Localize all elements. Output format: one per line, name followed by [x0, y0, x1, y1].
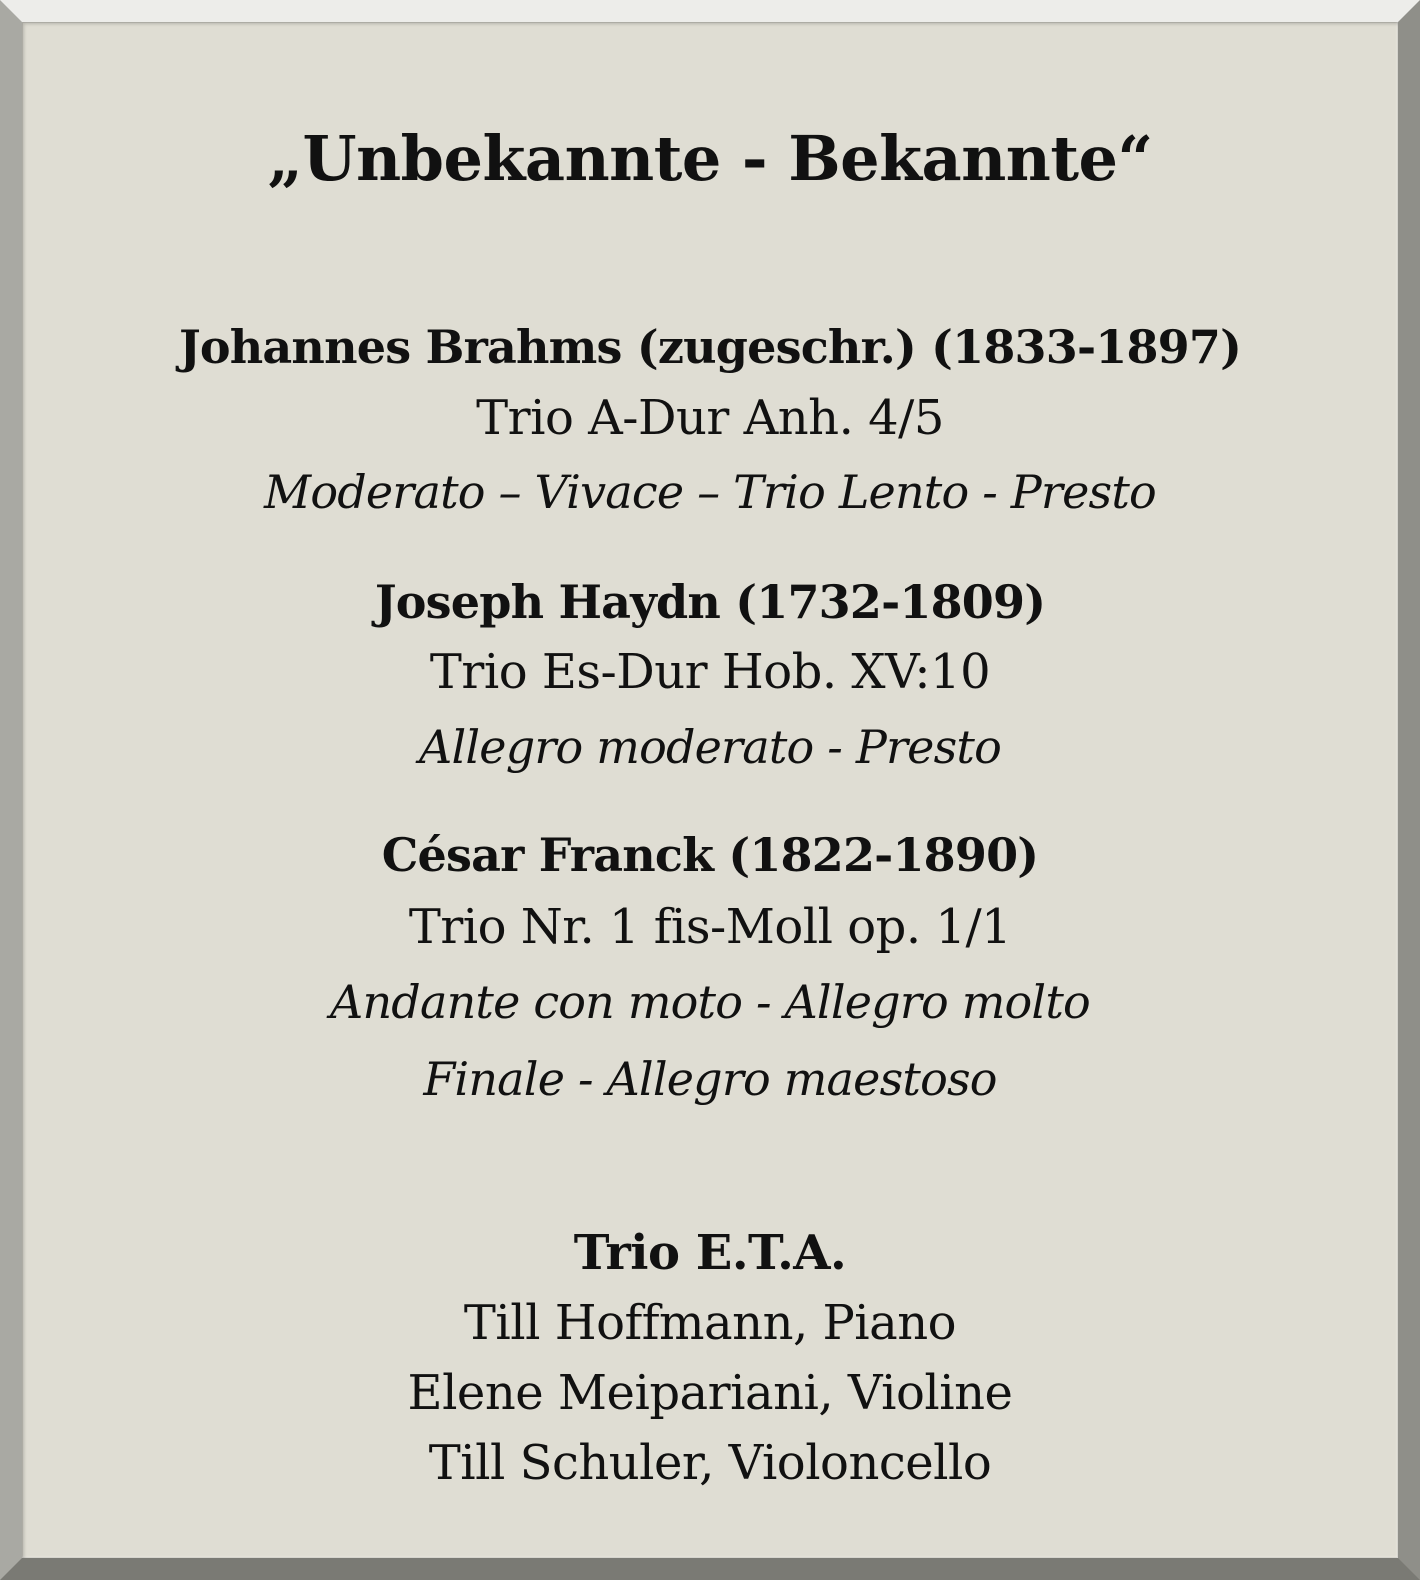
- movements-franck-2: Finale - Allegro maestoso: [423, 1052, 997, 1106]
- work-franck: Trio Nr. 1 fis-Moll op. 1/1: [408, 899, 1012, 955]
- work-brahms: Trio A-Dur Anh. 4/5: [476, 390, 944, 446]
- ensemble-name: Trio E.T.A.: [573, 1225, 847, 1281]
- movements-haydn: Allegro moderato - Presto: [419, 720, 1001, 774]
- work-haydn: Trio Es-Dur Hob. XV:10: [429, 644, 991, 700]
- composer-franck: César Franck (1822-1890): [381, 828, 1039, 882]
- ensemble-member: Till Hoffmann, Piano: [463, 1295, 957, 1351]
- ensemble-member: Till Schuler, Violoncello: [428, 1435, 992, 1491]
- program-title: „Unbekannte - Bekannte“: [267, 122, 1153, 195]
- composer-brahms: Johannes Brahms (zugeschr.) (1833-1897): [178, 320, 1242, 374]
- composer-haydn: Joseph Haydn (1732-1809): [374, 575, 1046, 629]
- movements-franck-1: Andante con moto - Allegro molto: [330, 975, 1090, 1029]
- ensemble-member: Elene Meipariani, Violine: [407, 1365, 1013, 1421]
- movements-brahms: Moderato – Vivace – Trio Lento - Presto: [264, 465, 1156, 519]
